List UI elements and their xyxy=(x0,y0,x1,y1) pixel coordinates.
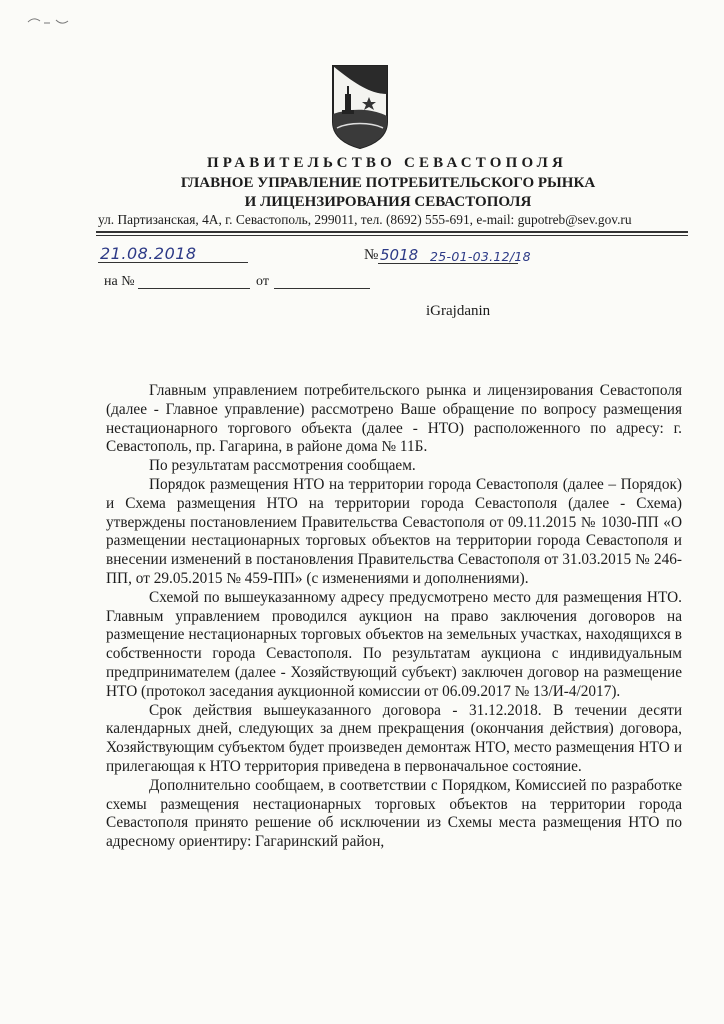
body-paragraph: Главным управлением потребительского рынка и лицензирования Севастополя (далее - Главное управление) рассмотрено Ваше обращение по вопросу размещения нестационарного торгового объекта (далее - НТО) расположенного по адресу: г. Севастополь, пр. Гагарина, в районе дома № 11Б. xyxy=(106,382,682,456)
from-label: от xyxy=(256,274,269,289)
from-date-blank xyxy=(274,288,370,289)
handwritten-reference-index: 25-01-03.12/18 xyxy=(430,249,531,264)
in-reply-label: на № xyxy=(104,274,135,289)
organization-name: ПРАВИТЕЛЬСТВО СЕВАСТОПОЛЯ xyxy=(206,155,568,171)
sevastopol-coat-of-arms-emblem xyxy=(331,64,389,150)
contact-address-line: ул. Партизанская, 4А, г. Севастополь, 299011, тел. (8692) 555-691, e-mail: gupotreb@sev.gov.ru xyxy=(98,212,632,227)
body-paragraph: По результатам рассмотрения сообщаем. xyxy=(149,457,416,475)
body-paragraph: Порядок размещения НТО на территории города Севастополя (далее – Порядок) и Схема размещения НТО на территории города Севастополя (далее - Схема) утверждены постановлением Правительства Севастополя от 09.11.2015 № 1030-ПП «О размещении нестационарных торговых объектов на территории города Севастополя и внесении изменений в постановления Правительства Севастополя от 31.03.2015 № 246-ПП, от 29.05.2015 № 459-ПП» (с изменениями и дополнениями). xyxy=(106,475,682,587)
body-paragraph: Схемой по вышеуказанному адресу предусмотрено место для размещения НТО. Главным управлением проводился аукцион на право заключения договоров на размещение нестационарных торговых объектов на земельных участках, находящихся в собственности города Севастополя. По результатам аукциона с индивидуальным предпринимателем (далее - Хозяйствующий субъект) заключен договор на размещение НТО (протокол заседания аукционной комиссии от 06.09.2017 № 13/И-4/2017). xyxy=(106,588,682,700)
scan-artifact-mark xyxy=(26,14,76,28)
number-underline xyxy=(378,263,518,264)
letter-body xyxy=(106,382,682,852)
body-paragraph: Дополнительно сообщаем, в соответствии с Порядком, Комиссией по разработке схемы размещения нестационарных торговых объектов на территории города Севастополя принято решение об исключении из Схемы места размещения НТО по адресному ориентиру: Гагаринский район, xyxy=(106,776,682,851)
recipient-name: iGrajdanin xyxy=(426,303,491,319)
letterhead-divider-thick xyxy=(96,231,688,233)
body-paragraph: Срок действия вышеуказанного договора - 31.12.2018. В течении десяти календарных дней, следующих за днем прекращения (окончания действия) договора, Хозяйствующим субъектом будет произведен демонтаж НТО, место размещения НТО и прилегающая к НТО территория приведена в первоначальное состояние. xyxy=(106,701,682,775)
department-name-line-1: ГЛАВНОЕ УПРАВЛЕНИЕ ПОТРЕБИТЕЛЬСКОГО РЫНКА xyxy=(180,175,596,191)
date-underline xyxy=(98,262,248,263)
number-label: № xyxy=(364,247,379,263)
department-name-line-2: И ЛИЦЕНЗИРОВАНИЯ СЕВАСТОПОЛЯ xyxy=(244,194,532,210)
handwritten-outgoing-number: 5018 xyxy=(380,246,419,264)
handwritten-outgoing-date: 21.08.2018 xyxy=(100,244,197,263)
letterhead-divider-thin xyxy=(96,235,688,236)
in-reply-number-blank xyxy=(138,288,250,289)
